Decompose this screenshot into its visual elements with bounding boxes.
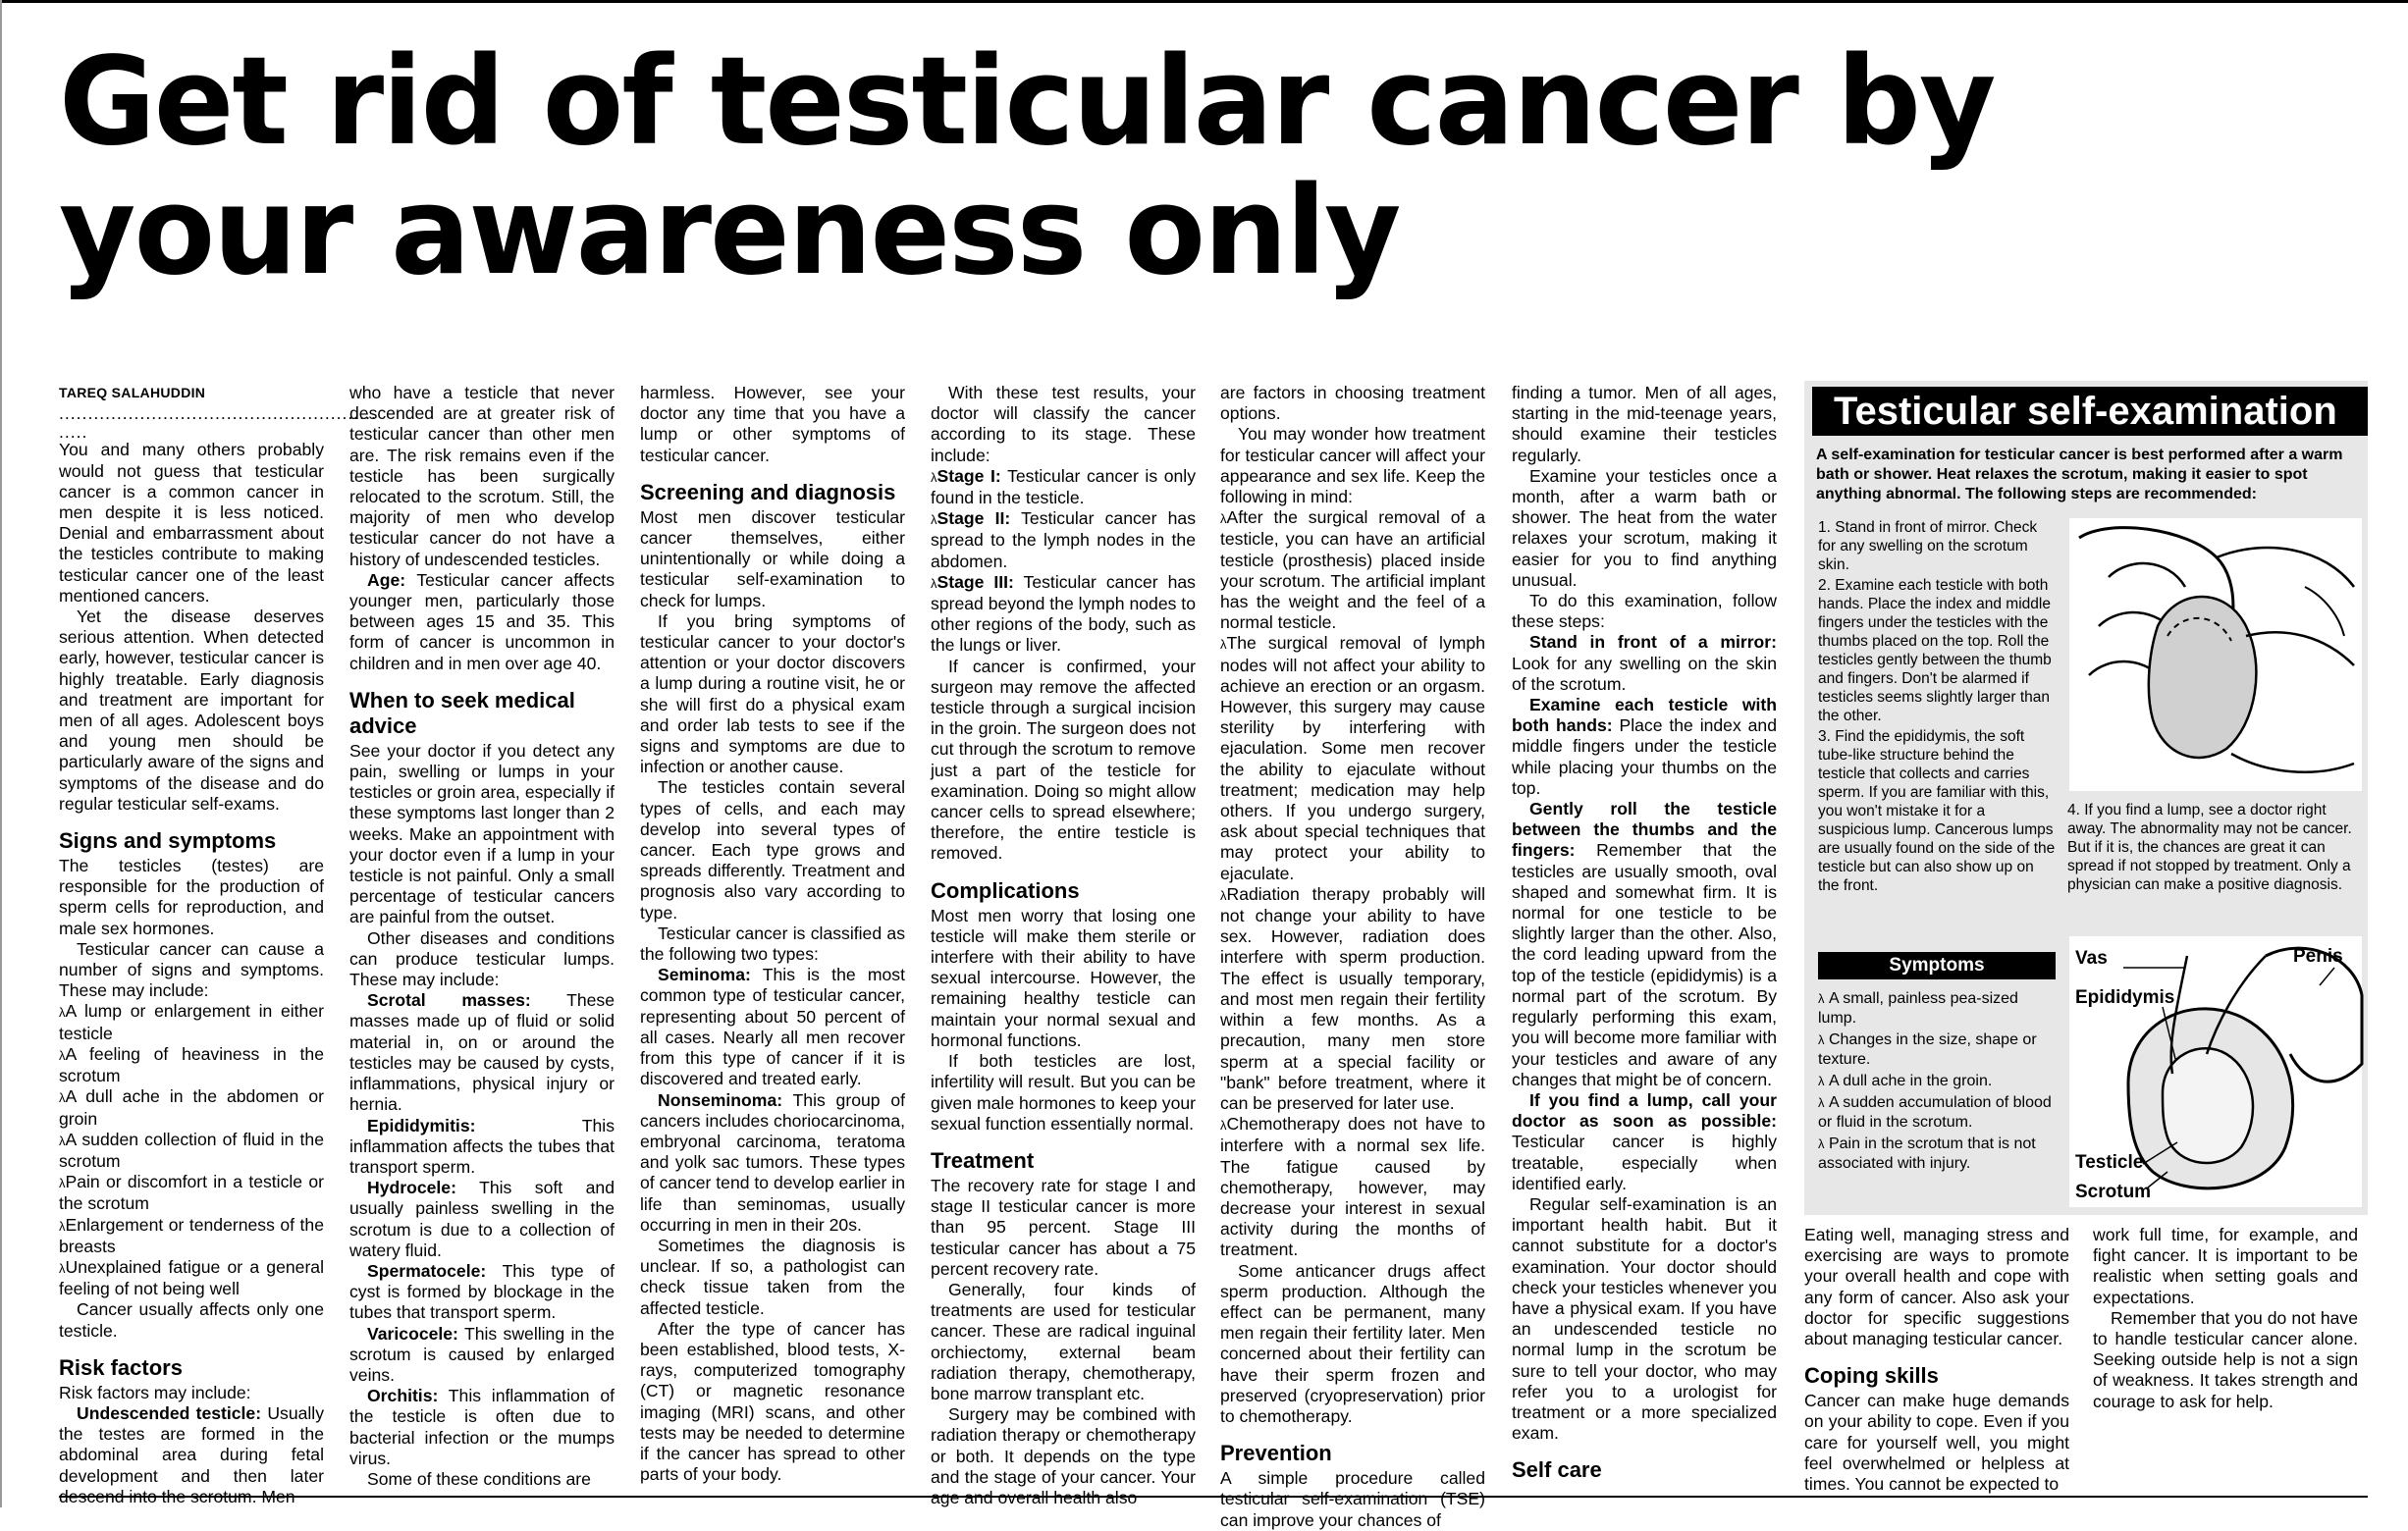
- bullet-glyph: λ: [59, 1047, 66, 1063]
- bullet-text: A lump or enlargement in either testicle: [59, 1001, 324, 1043]
- exam-steps: [1818, 518, 2056, 897]
- term-text: Testicular cancer affects younger men, particularly those between ages 15 and 35. This form of cancer is uncommon in children and in men over age 40.: [349, 569, 615, 673]
- bullet-glyph: λ: [931, 469, 937, 485]
- paragraph: Most men discover testicular cancer themselves, either unintentionally or while doing a testicular self-examination to check for lumps.: [640, 506, 905, 610]
- bullet-text: Radiation therapy probably will not change your ability to have sex. However, radiation does interfere with sperm production. The effect is usually temporary, and most men regain their fertility within a few months. As a precaution, many men store sperm at a special facility or "bank" before treatment, where it can be preserved for later use.: [1220, 883, 1485, 1113]
- term-paragraph: [349, 1324, 615, 1387]
- paragraph: Yet the disease deserves serious attention. When detected early, however, testicular cancer is highly treatable. Early diagnosis and treatment are important for men of all ages. Adolescent boys and young men should be particularly aware of the signs and symptoms of the disease and do regular testicular self-exams.: [59, 607, 324, 814]
- bullet-item: [59, 1215, 324, 1257]
- bullet-glyph: λ: [59, 1005, 66, 1021]
- bullet-glyph: λ: [59, 1090, 66, 1106]
- exam-step-4: 4. If you find a lump, see a doctor right away. The abnormality may not be cancer. But if it is, the chances are great it can spread if not stopped by treatment. Only a physician can make a positive diagnosis.: [2067, 802, 2352, 893]
- label-scrotum: Scrotum: [2075, 1182, 2152, 1202]
- section-heading: Risk factors: [59, 1354, 183, 1380]
- section-heading: Signs and symptoms: [59, 828, 277, 854]
- paragraph: The testicles contain several types of cells, and each may develop into several types of cancer. Each type grows and spreads differently. Treatment and prognosis also vary according to type.: [640, 777, 905, 923]
- paragraph: Eating well, managing stress and exercising are ways to promote your overall health and cope with any form of cancer. Also ask your doctor for specific suggestions about managing testicular cancer.: [1804, 1225, 2069, 1349]
- section-heading: Treatment: [931, 1147, 1035, 1173]
- bullet-text: Testicular cancer is only found in the testicle.: [931, 465, 1196, 508]
- section-heading: Complications: [931, 877, 1080, 903]
- bullet-glyph: λ: [931, 575, 937, 591]
- term-paragraph: [349, 1116, 615, 1179]
- anatomy-diagram: [2069, 936, 2362, 1207]
- paragraph: Remember that you do not have to handle testicular cancer alone. Seeking outside help is not a sign of weakness. It takes strength and courage to ask for help.: [2093, 1307, 2358, 1411]
- term-text: Place the index and middle fingers under the testicle while placing your thumbs on the top.: [1512, 715, 1777, 798]
- term-paragraph: [640, 1090, 905, 1236]
- paragraph: Generally, four kinds of treatments are used for testicular cancer. These are radical inguinal orchiectomy, external beam radiation therapy, chemotherapy, bone marrow transplant etc.: [931, 1279, 1196, 1403]
- bullet-item: [1220, 633, 1485, 883]
- sidebar-title: Testicular self-examination: [1812, 387, 2368, 436]
- symptom-text: Changes in the size, shape or texture.: [1818, 1031, 2037, 1068]
- term-label: Undescended testicle:: [77, 1402, 262, 1423]
- paragraph: Some anticancer drugs affect sperm production. Although the effect can be permanent, many men regain their fertility later. Men concerned about their fertility can have their sperm frozen and preserved (cryopreservation) prior to chemotherapy.: [1220, 1260, 1485, 1426]
- bullet-item: [59, 1086, 324, 1129]
- term-label: Nonseminoma:: [658, 1089, 783, 1110]
- paragraph: Examine your testicles once a month, after a warm bath or shower. The heat from the water relaxes your scrotum, making it easier for you to find anything unusual.: [1512, 465, 1777, 590]
- byline-rule: .......................................................: [59, 403, 377, 424]
- bullet-item: [931, 572, 1196, 657]
- bullet-glyph: λ: [1220, 637, 1227, 653]
- article-column-3: [640, 383, 905, 1485]
- article-column-5: [1220, 383, 1485, 1531]
- bullet-glyph: λ: [59, 1133, 66, 1148]
- bullet-item: [1220, 507, 1485, 633]
- term-paragraph: [1512, 695, 1777, 799]
- paragraph: Risk factors may include:: [59, 1382, 251, 1402]
- symptom-item: [1818, 989, 2060, 1029]
- headline: Get rid of testicular cancer by your awareness only: [59, 31, 1995, 302]
- label-vas: Vas: [2075, 948, 2108, 969]
- bullet-glyph: λ: [1818, 1136, 1825, 1151]
- paragraph: Other diseases and conditions can produce testicular lumps. These may include:: [349, 927, 615, 990]
- bullet-glyph: λ: [931, 512, 937, 528]
- term-label: If you find a lump, call your doctor as soon as possible:: [1512, 1089, 1777, 1132]
- byline-rule-end: .....: [59, 422, 88, 443]
- bullet-text: Testicular cancer has spread beyond the lymph nodes to other regions of the body, such as the lungs or liver.: [931, 571, 1196, 656]
- term-label: Scrotal masses:: [367, 990, 531, 1011]
- paragraph: After the type of cancer has been established, blood tests, X-rays, computerized tomography (CT) or magnetic resonance imaging (MRI) scans, and other tests may be needed to determine if the cancer has spread to other parts of your body.: [640, 1318, 905, 1485]
- paragraph: Surgery may be combined with radiation therapy or chemotherapy or both. It depends on the type and the stage of your cancer. Your age and overall health also: [931, 1404, 1196, 1507]
- bullet-glyph: λ: [1818, 991, 1825, 1006]
- paragraph: With these test results, your doctor will classify the cancer according to its stage. These include:: [931, 383, 1196, 465]
- self-exam-sidebar-box: [1804, 381, 2368, 1215]
- paragraph: See your doctor if you detect any pain, swelling or lumps in your testicles or groin area, especially if these symptoms last longer than 2 weeks. Make an appointment with your doctor even if a lump in your testicle is not painful. Only a small percentage of testicular cancers are painful from the outset.: [349, 740, 615, 927]
- paragraph: Testicular cancer is classified as the following two types:: [640, 923, 905, 965]
- bullet-item: [1220, 884, 1485, 1114]
- article-column-1: [59, 383, 377, 1507]
- symptom-item: [1818, 1093, 2060, 1133]
- article-column-4: [931, 383, 1196, 1508]
- term-text: This inflammation affects the tubes that transport sperm.: [349, 1115, 615, 1177]
- paragraph: Most men worry that losing one testicle will make them sterile or interfere with their ability to have sexual intercourse. However, the remaining healthy testicle can maintain your normal sexual and hormonal functions.: [931, 905, 1196, 1050]
- section-heading: Coping skills: [1804, 1363, 1939, 1389]
- paragraph: The recovery rate for stage I and stage II testicular cancer is more than 95 percent. Stage III testicular cancer has about a 75 percent recovery rate.: [931, 1175, 1196, 1279]
- paragraph: To do this examination, follow these steps:: [1512, 591, 1777, 632]
- bullet-glyph: λ: [1818, 1095, 1825, 1110]
- paragraph: The testicles (testes) are responsible for the production of sperm cells for reproduction, and male sex hormones.: [59, 856, 324, 938]
- term-label: Orchitis:: [367, 1386, 439, 1406]
- term-text: Remember that the testicles are usually smooth, oval shaped and somewhat firm. It is normal for one testicle to be slightly larger than the other. Also, the cord leading upward from the top of the testicle (epididymis) is a normal part of the scrotum. By regularly performing this exam, you will become more familiar with your testicles and aware of any changes that might be of concern.: [1512, 840, 1777, 1089]
- term-text: Look for any swelling on the skin of the scrotum.: [1512, 653, 1777, 694]
- bullet-glyph: λ: [1818, 1074, 1825, 1088]
- bullet-text: Enlargement or tenderness of the breasts: [59, 1214, 324, 1256]
- symptoms-list: [1818, 989, 2060, 1176]
- term-label: Hydrocele:: [367, 1178, 456, 1198]
- term-paragraph: [349, 1261, 615, 1324]
- anatomy-drawing: [2069, 936, 2362, 1207]
- term-text: Usually the testes are formed in the abdominal area during fetal development and then later descend into the scrotum. Men: [59, 1402, 325, 1506]
- bullet-text: After the surgical removal of a testicle, you can have an artificial testicle (prosthesis) placed inside your scrotum. The artificial implant has the weight and the feel of a normal testicle.: [1220, 507, 1485, 633]
- term-label: Varicocele:: [367, 1323, 458, 1344]
- bullet-item: [59, 1257, 324, 1299]
- term-text: This group of cancers includes choriocarcinoma, embryonal carcinoma, teratoma and yolk sac tumors. These types of cancer tend to develop earlier in life than seminomas, usually occurring in men in their 20s.: [640, 1089, 905, 1235]
- term-label: Stage III:: [936, 571, 1014, 592]
- bullet-text: Testicular cancer has spread to the lymph nodes in the abdomen.: [931, 508, 1196, 571]
- bullet-item: [931, 508, 1196, 572]
- article-column-7: [1804, 1225, 2069, 1495]
- term-paragraph: [349, 570, 615, 674]
- paragraph: who have a testicle that never descended are at greater risk of testicular cancer than other men are. The risk remains even if the testicle has been surgically relocated to the scrotum. Still, the majority of men who develop testicular cancer do not have a history of undescended testicles.: [349, 383, 615, 569]
- paragraph: Some of these conditions are: [367, 1468, 591, 1489]
- paragraph: You may wonder how treatment for testicular cancer will affect your appearance and sex life. Keep the following in mind:: [1220, 424, 1485, 507]
- bullet-glyph: λ: [59, 1218, 66, 1234]
- term-text: This swelling in the scrotum is caused by enlarged veins.: [349, 1323, 615, 1385]
- symptoms-heading: Symptoms: [1818, 952, 2056, 979]
- paragraph: Regular self-examination is an important health habit. But it cannot substitute for a doctor's examination. Your doctor should check your testicles whenever you have a physical exam. If you have an undescended testicle no normal lump in the scrotum be sure to tell your doctor, who may refer you to a urologist for treatment or a more specialized exam.: [1512, 1193, 1777, 1444]
- article-column-6: [1512, 383, 1777, 1485]
- paragraph: If cancer is confirmed, your surgeon may remove the affected testicle through a surgical incision in the groin. The surgeon does not cut through the scrotum to remove just a part of the testicle for examination. Doing so might allow cancer cells to spread elsewhere; therefore, the entire testicle is removed.: [931, 656, 1196, 864]
- bullet-glyph: λ: [59, 1260, 66, 1276]
- bullet-text: A dull ache in the abdomen or groin: [59, 1086, 324, 1129]
- term-paragraph: [59, 1403, 324, 1507]
- section-heading: Prevention: [1220, 1441, 1332, 1466]
- byline: TAREQ SALAHUDDIN: [59, 385, 206, 400]
- paragraph: finding a tumor. Men of all ages, starting in the mid-teenage years, should examine their testicles regularly.: [1512, 383, 1777, 465]
- term-label: Stage I:: [936, 465, 1001, 486]
- term-label: Epididymitis:: [367, 1115, 476, 1135]
- sidebar-intro: A self-examination for testicular cancer is best performed after a warm bath or shower. Heat relaxes the scrotum, making it easier to spot anything abnormal. The following steps are recommended:: [1816, 447, 2343, 502]
- term-paragraph: [349, 990, 615, 1115]
- term-text: These masses made up of fluid or solid material in, on or around the testicles may be caused by cysts, inflammations, physical injury or hernia.: [349, 990, 615, 1115]
- label-epididymis: Epididymis: [2075, 987, 2175, 1008]
- term-label: Spermatocele:: [367, 1260, 487, 1281]
- term-paragraph: [349, 1386, 615, 1469]
- bullet-item: [59, 1044, 324, 1086]
- bullet-text: Unexplained fatigue or a general feeling of not being well: [59, 1256, 324, 1299]
- bottom-rule: [59, 1496, 2368, 1498]
- bullet-item: [59, 1130, 324, 1172]
- term-label: Stage II:: [936, 508, 1011, 529]
- top-rule: [0, 0, 2408, 3]
- term-text: Testicular cancer is highly treatable, especially when identified early.: [1512, 1132, 1777, 1193]
- label-penis: Penis: [2293, 946, 2343, 967]
- bullet-item: [931, 466, 1196, 508]
- label-testicle: Testicle: [2075, 1152, 2144, 1173]
- hand-exam-drawing: [2069, 518, 2362, 791]
- bullet-item: [1220, 1114, 1485, 1260]
- term-text: This is the most common type of testicular cancer, representing about 50 percent of all cases. Nearly all men recover from this type of cancer if it is discovered and treated early.: [640, 965, 905, 1089]
- term-paragraph: [1512, 632, 1777, 695]
- symptom-item: [1818, 1135, 2060, 1174]
- symptom-item: [1818, 1030, 2060, 1070]
- term-paragraph: [1512, 1090, 1777, 1194]
- term-label: Examine each testicle with both hands:: [1512, 695, 1777, 736]
- symptom-text: A dull ache in the groin.: [1828, 1073, 1993, 1089]
- bullet-item: [59, 1172, 324, 1214]
- left-page-edge: [0, 0, 2, 1507]
- article-column-2: [349, 383, 615, 1490]
- paragraph: Sometimes the diagnosis is unclear. If so, a pathologist can check tissue taken from the affected testicle.: [640, 1235, 905, 1318]
- bullet-glyph: λ: [1220, 887, 1227, 903]
- paragraph: If both testicles are lost, infertility will result. But you can be given male hormones to keep your sexual function essentially normal.: [931, 1051, 1196, 1134]
- term-paragraph: [640, 965, 905, 1089]
- term-label: Gently roll the testicle between the thumbs and the fingers:: [1512, 799, 1777, 861]
- symptom-text: A sudden accumulation of blood or fluid in the scrotum.: [1818, 1094, 2052, 1131]
- article-column-8: [2093, 1225, 2358, 1412]
- paragraph: harmless. However, see your doctor any time that you have a lump or other symptoms of testicular cancer.: [640, 383, 905, 465]
- term-text: This soft and usually painless swelling in the scrotum is due to a collection of watery fluid.: [349, 1178, 615, 1260]
- bullet-glyph: λ: [1220, 511, 1227, 527]
- exam-step-3: 3. Find the epididymis, the soft tube-like structure behind the testicle that collects and carries sperm. If you are familiar with this, you won't mistake it for a suspicious lump. Cancerous lumps are usually found on the side of the testicle but can also show up on the front.: [1818, 728, 2056, 894]
- paragraph: You and many others probably would not guess that testicular cancer is a common cancer in men despite it is less noticed. Denial and embarrassment about the testicles contribute to making testicular cancer one of the least mentioned cancers.: [59, 440, 324, 606]
- section-heading: Screening and diagnosis: [640, 479, 896, 504]
- paragraph: Cancer can make huge demands on your ability to cope. Even if you care for yourself well, you might feel overwhelmed or helpless at times. You cannot be expected to: [1804, 1391, 2069, 1495]
- exam-step-1: 1. Stand in front of mirror. Check for any swelling on the scrotum skin.: [1818, 519, 2038, 573]
- paragraph: Testicular cancer can cause a number of signs and symptoms. These may include:: [59, 938, 324, 1001]
- paragraph: A simple procedure called testicular self-examination (TSE) can improve your chances of: [1220, 1468, 1485, 1530]
- bullet-text: A feeling of heaviness in the scrotum: [59, 1043, 324, 1086]
- symptom-item: [1818, 1072, 2060, 1091]
- section-heading: Self care: [1512, 1457, 1602, 1483]
- bullet-text: A sudden collection of fluid in the scrotum: [59, 1129, 324, 1171]
- term-paragraph: [1512, 799, 1777, 1090]
- paragraph: are factors in choosing treatment options.: [1220, 383, 1485, 424]
- bullet-item: [59, 1001, 324, 1043]
- term-paragraph: [349, 1178, 615, 1261]
- exam-step-2: 2. Examine each testicle with both hands. Place the index and middle fingers under the testicles with the thumbs placed on the top. Roll the testicles gently between the thumb and fingers. Don't be alarmed if testicles seems slightly larger than the other.: [1818, 577, 2052, 724]
- bullet-glyph: λ: [1220, 1118, 1227, 1134]
- symptom-text: Pain in the scrotum that is not associated with injury.: [1818, 1135, 2036, 1172]
- bullet-text: The surgical removal of lymph nodes will not affect your ability to achieve an erection or an orgasm. However, this surgery may cause sterility by interfering with ejaculation. Some men recover the ability to ejaculate without treatment; medication may help others. If you undergo surgery, ask about special techniques that may protect your ability to ejaculate.: [1220, 633, 1485, 883]
- hand-exam-illustration: [2069, 518, 2362, 791]
- symptom-text: A small, painless pea-sized lump.: [1818, 990, 2018, 1027]
- term-text: This type of cyst is formed by blockage in the tubes that transport sperm.: [349, 1260, 615, 1323]
- term-label: Stand in front of a mirror:: [1529, 632, 1777, 653]
- bullet-glyph: λ: [1818, 1032, 1825, 1047]
- bullet-text: Pain or discomfort in a testicle or the scrotum: [59, 1172, 324, 1214]
- paragraph: If you bring symptoms of testicular cancer to your doctor's attention or your doctor discovers a lump during a routine visit, he or she will first do a physical exam and order lab tests to see if the signs and symptoms are due to infection or another cause.: [640, 610, 905, 777]
- bullet-glyph: λ: [59, 1176, 66, 1191]
- term-text: This inflammation of the testicle is often due to bacterial infection or the mumps virus.: [349, 1386, 615, 1468]
- bullet-text: Chemotherapy does not have to interfere with a normal sex life. The fatigue caused by chemotherapy, however, may decrease your interest in sexual activity during the months of treatment.: [1220, 1114, 1485, 1260]
- term-label: Seminoma:: [658, 965, 751, 985]
- term-label: Age:: [367, 569, 406, 590]
- section-heading: When to seek medical advice: [349, 687, 575, 738]
- paragraph: work full time, for example, and fight cancer. It is important to be realistic when setting goals and expectations.: [2093, 1225, 2358, 1307]
- paragraph: Cancer usually affects only one testicle.: [59, 1299, 324, 1341]
